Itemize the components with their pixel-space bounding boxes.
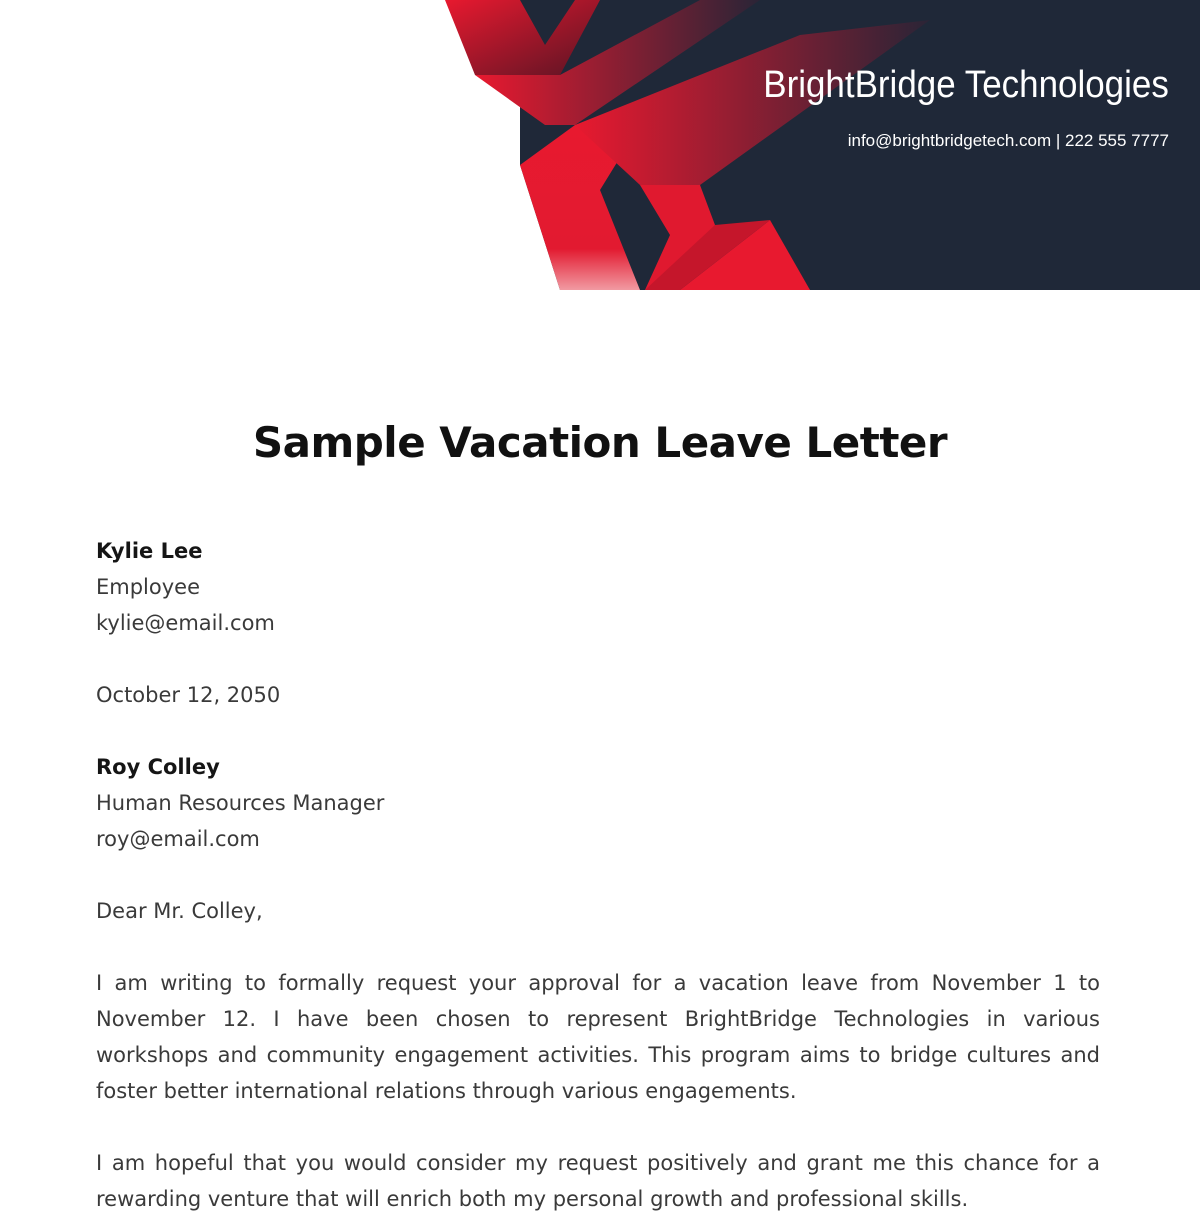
recipient-email: roy@email.com	[96, 827, 260, 851]
salutation-block	[96, 893, 1100, 929]
letter-date-block	[96, 677, 1100, 713]
sender-position: Employee	[96, 575, 201, 599]
body-paragraph-2: I am hopeful that you would consider my request positively and grant me this chance for a rewarding venture that will enrich both my personal growth and professional skills.	[96, 1151, 1100, 1211]
salutation: Dear Mr. Colley,	[96, 899, 263, 923]
letter-date: October 12, 2050	[96, 683, 281, 707]
company-contact: info@brightbridgetech.com | 222 555 7777	[847, 131, 1169, 150]
recipient-block	[96, 749, 1100, 857]
document-title: Sample Vacation Leave Letter	[252, 418, 948, 467]
company-name: BrightBridge Technologies	[763, 64, 1169, 106]
recipient-position: Human Resources Manager	[96, 791, 385, 815]
sender-name: Kylie Lee	[96, 539, 203, 563]
recipient-name: Roy Colley	[96, 755, 220, 779]
body-paragraph-1: I am writing to formally request your approval for a vacation leave from November 1 to November 12. I have been chosen to represent BrightBridge Technologies in various workshops and community engagement activities. This program aims to bridge cultures and foster better international relations through various engagements.	[96, 971, 1100, 1103]
sender-email: kylie@email.com	[96, 611, 275, 635]
sender-block	[96, 533, 1100, 641]
